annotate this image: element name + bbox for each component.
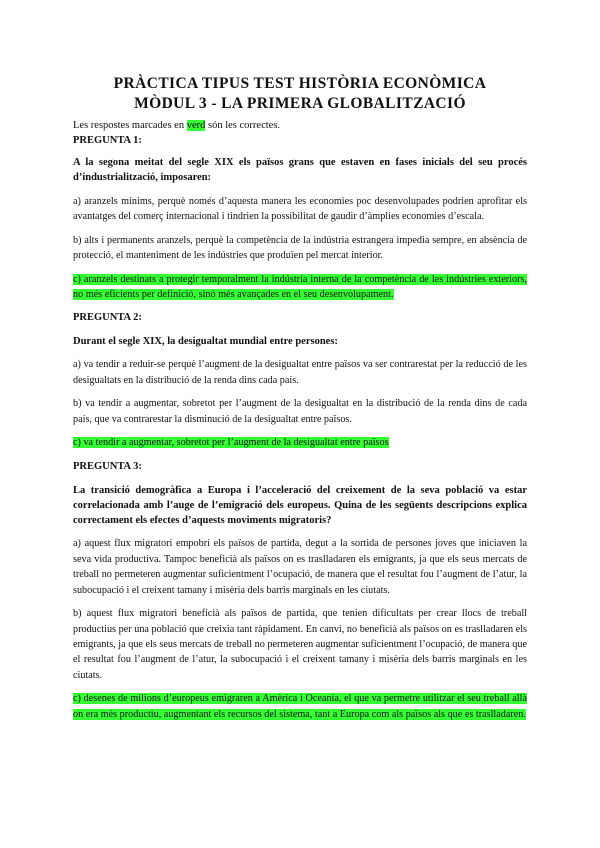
question-2-answer-b: b) va tendir a augmentar, sobretot per l’augment de la desigualtat en la distribució de la renda dins de cada país, que va contrarestar la disminució de la desigualtat entre països. <box>73 398 527 425</box>
question-1-answer-c <box>73 272 527 303</box>
question-3-answer-a: a) aquest flux migratori empobrí els països de partida, degut a la sortida de persones joves que iniciaven la seva vida productiva. Tampoc benefi​cià als països on es traslladaren els emigrants, ja que els seus mercats de treball no permeteren augmentar suficientment l’ocupació, de manera que el resultat fou l’augment de l’atur, la subocupació i el creixent tamany i misèria dels barris marginals en les ciutats. <box>73 538 527 596</box>
intro-before: Les respostes marcades en <box>73 120 187 131</box>
question-2-heading: PREGUNTA 2: <box>73 312 142 324</box>
correct-answer-highlight: c) va tendir a augmentar, sobretot per l’augment de la desigualtat entre països <box>73 437 389 449</box>
correct-answer-highlight: c) aranzels destinats a protegir temporalment la indústria interna de la competència de les indústries exteriors, no més eficients per definició, sinó més avançades en el seu desenvolupament. <box>73 273 527 301</box>
intro-text <box>73 119 527 132</box>
question-1-answer-b: b) alts i permanents aranzels, perquè la competència de la indústria estrangera impedia sempre, en absència de protecció, el manteniment de les indústries que produïen pel mercat interior. <box>73 234 527 262</box>
intro-after: són les correctes. <box>205 120 281 131</box>
question-1-answer-a: a) aranzels mínims, perquè només d’aquesta manera les economies poc desenvolupades podrien aprofitar els avantatges del comerç internacional i tindrien la possibilitat de gaudir d’àmplies economies d’escala. <box>73 196 527 223</box>
question-3-text: La transició demogràfica a Europa i l’acceleració del creixement de la seva població va estar correlacionada amb l’auge de l’emigració dels europeus. Quina de les següents descripcions explica correctament els efectes d’aquests moviments migratoris? <box>73 485 527 527</box>
question-3-heading: PREGUNTA 3: <box>73 461 142 473</box>
correct-answer-highlight: c) desenes de milions d’europeus emigraren a Amèrica i Oceania, el que va permetre utilitzar el seu treball allà on era més productiu, augmentant els recursos del sistema, tant a Europa com als països als que es traslladaren. <box>73 693 527 720</box>
intro-highlight: verd <box>186 120 206 131</box>
question-3-answer-c <box>73 691 527 722</box>
document-content <box>73 74 527 722</box>
question-1-text: A la segona meitat del segle XIX els països grans que estaven en fases inicials del seu procés d’industrialització, imposaren: <box>73 157 527 183</box>
question-2-answer-a: a) va tendir a reduir-se perquè l’augment de la desigualtat entre països va ser contrarestat per la reducció de les desigualtats en la distribució de la renda dins cada país. <box>73 359 527 386</box>
title-line-1: PRÀCTICA TIPUS TEST HISTÒRIA ECONÒMICA <box>113 75 487 92</box>
question-2-text: Durant el segle XIX, la desigualtat mundial entre persones: <box>73 336 338 348</box>
question-2-answer-c <box>73 435 527 450</box>
question-3-answer-b: b) aquest flux migratori benefi​cià als països de partida, que tenien dificultats per crear llocs de treball productius per una població que creixia tant ràpidament. En canvi, no benefi​cià als països on es traslladaren els emigrants, ja que els seus mercats de treball no permeteren augmentar suficientment l’ocupació, de manera que el resultat fou l’augment de l’atur, la subocupació i el creixent tamany i misèria dels barris marginals en les ciutats. <box>73 608 527 681</box>
question-1-heading: PREGUNTA 1: <box>73 135 142 146</box>
title-line-2: MÒDUL 3 - LA PRIMERA GLOBALITZACIÓ <box>134 95 466 112</box>
